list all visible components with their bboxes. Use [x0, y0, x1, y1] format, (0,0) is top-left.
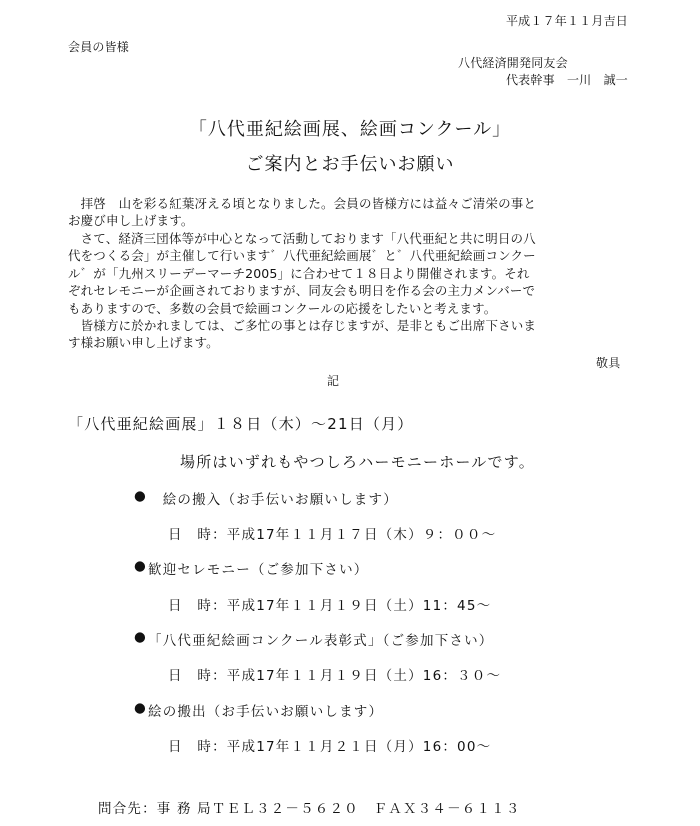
body-line-2: お慶び申し上げます。 [68, 213, 194, 228]
body-line-9: す様お願い申し上げます。 [68, 335, 219, 350]
body-line-1: 拝啓 山を彩る紅葉冴える頃となりました。会員の皆様方には益々ご清栄の事と [68, 196, 537, 211]
addressee: 会員の皆様 [68, 40, 130, 54]
body-line-5: ル゛が「九州スリーデーマーチ2005」に合わせて１８日より開催されます。それ [68, 266, 530, 281]
bullet-icon: ● [134, 488, 147, 504]
schedule-label: 歓迎セレモニー（ご参加下さい） [148, 562, 369, 578]
body-line-3: さて、経済三団体等が中心となって活動しております「八代亜紀と共に明日の八 [68, 231, 536, 246]
letter-date: 平成１７年１１月吉日 [505, 14, 628, 28]
body-line-6: ぞれセレモニーが企画されておりますが、同友会も明日を作る会の主力メンバーで [68, 283, 536, 298]
schedule-datetime: 日 時：平成17年１１月１７日（木）９：００～ [168, 527, 497, 543]
sender-name: 代表幹事 一川 誠一 [505, 73, 628, 87]
closing-keigu: 敬具 [596, 356, 621, 370]
bullet-icon: ● [134, 558, 147, 574]
event-title: 「八代亜紀絵画展」１８日（木）～21日（月） [68, 415, 414, 433]
ki-marker: 記 [327, 374, 340, 388]
contact-info: 問合先：事 務 局ＴＥＬ３２－５６２０ ＦＡＸ３４－６１１３ [98, 801, 521, 817]
bullet-icon: ● [134, 629, 147, 645]
body-line-4: 代をつくる会」が主催して行います゛八代亜紀絵画展゛と゛八代亜紀絵画コンクー [68, 248, 536, 263]
title-line-1: 「八代亜紀絵画展、絵画コンクール」 [188, 119, 512, 140]
body-line-7: もありますので、多数の会員で絵画コンクールの応援をしたいと考えます。 [68, 301, 497, 316]
schedule-label: 絵の搬入（お手伝いお願いします） [148, 492, 398, 508]
body-line-8: 皆様方に於かれましては、ご多忙の事とは存じますが、是非ともご出席下さいま [68, 318, 537, 333]
title-line-2: ご案内とお手伝いお願い [245, 154, 455, 175]
schedule-datetime: 日 時：平成17年１１月１９日（土）16：３０～ [168, 668, 502, 684]
bullet-icon: ● [134, 700, 147, 716]
schedule-label: 「八代亜紀絵画コンクール表彰式」（ご参加下さい） [148, 633, 494, 649]
event-venue: 場所はいずれもやつしろハーモニーホールです。 [180, 453, 535, 471]
sender-organization: 八代経済開発同友会 [458, 56, 568, 70]
schedule-datetime: 日 時：平成17年１１月２１日（月）16：00～ [168, 739, 492, 755]
schedule-label: 絵の搬出（お手伝いお願いします） [148, 704, 384, 720]
schedule-datetime: 日 時：平成17年１１月１９日（土）11：45～ [168, 598, 492, 614]
